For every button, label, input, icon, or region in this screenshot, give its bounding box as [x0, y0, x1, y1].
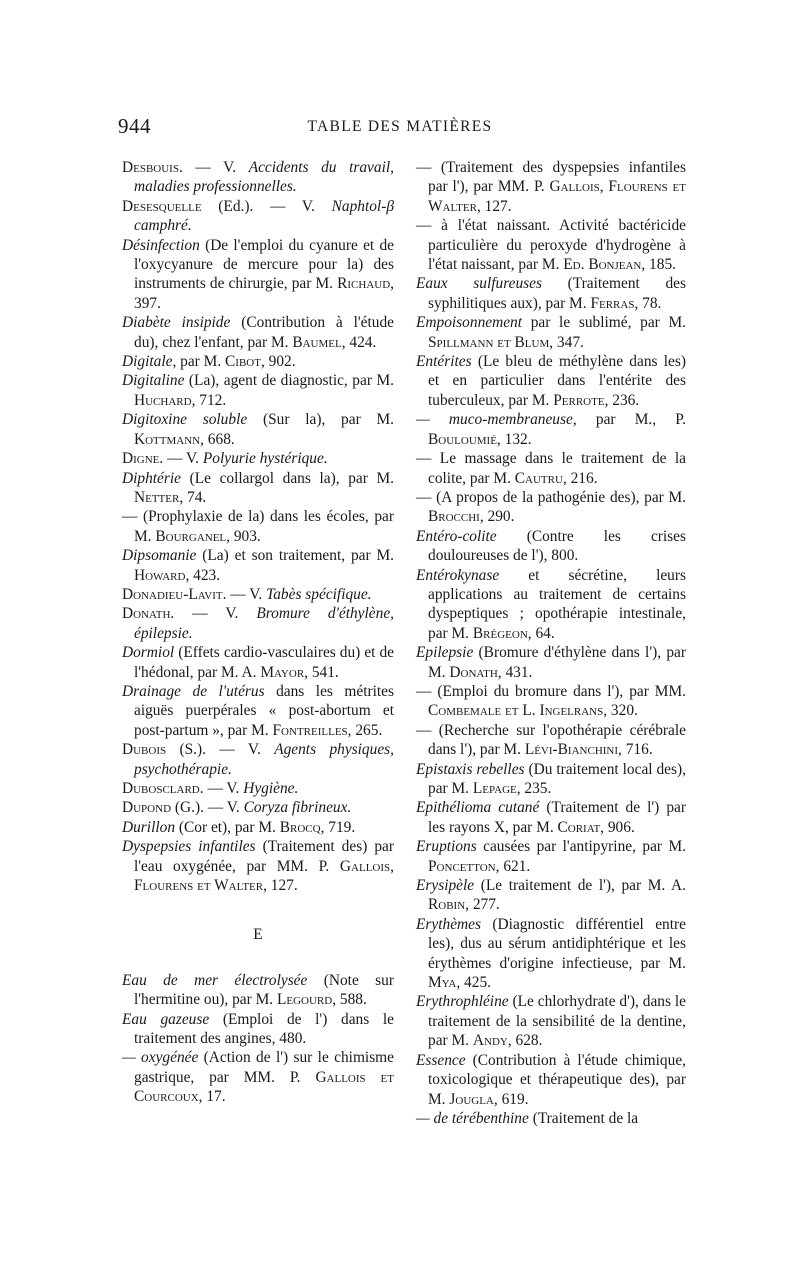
entry-author: Donath. — [122, 605, 175, 623]
index-entry — [122, 818, 394, 837]
entry-reference: Richaud, 397. — [134, 275, 394, 312]
entry-text: (Diagnostic différentiel entre les), dus au sérum antidiphtérique et les érythèmes d'origine infectieuse, par M. — [428, 915, 686, 972]
entry-text: , par M. — [172, 353, 226, 371]
entry-text: — à l'état naissant. Activité bactéricide particulière du peroxyde d'hydrogène à l'état naissant, par M. — [416, 217, 686, 274]
index-entry — [416, 1109, 686, 1128]
right-entries — [416, 158, 686, 1128]
entry-text: (Le collargol dans la), par M. — [181, 469, 394, 487]
entry-text: (G.). — V. — [171, 799, 244, 817]
entry-reference: Poncetton, 621. — [428, 857, 531, 875]
entry-author: Dubosclard. — [122, 780, 204, 797]
entry-author: Dubois — [122, 741, 167, 759]
index-entry — [122, 158, 394, 197]
entry-text: (Traitement de l') par les rayons X, par M. — [428, 799, 687, 836]
index-entry — [122, 837, 394, 895]
entry-text: par le sublimé, par M. — [522, 314, 686, 332]
entry-reference: Ed. Bonjean, 185. — [563, 256, 676, 274]
entry-text: (Action de l') sur le chimisme gastrique, par MM. P. — [134, 1049, 394, 1086]
entry-subject: Entérites — [416, 353, 472, 371]
index-entry — [416, 352, 686, 410]
entry-subject: Erythèmes — [416, 915, 481, 933]
entry-subject: Entérokynase — [416, 566, 500, 584]
index-entry — [416, 1051, 686, 1109]
entry-crossref: Naphtol-β camphré. — [134, 197, 394, 235]
entry-reference: Gallois et Courcoux, 17. — [134, 1068, 394, 1106]
index-entry — [122, 371, 394, 410]
index-entry — [122, 469, 394, 508]
entry-reference: Baumel, 424. — [292, 333, 377, 351]
entry-text: — Le massage dans le traitement de la colite, par M. — [416, 450, 686, 487]
entry-reference: Gallois, Flourens et Walter, 127. — [428, 178, 686, 215]
entry-crossref: Accidents du travail, maladies professionnelles. — [134, 159, 394, 196]
entry-reference: Mayor, 541. — [260, 663, 339, 681]
entry-reference: Lepage, 235. — [472, 780, 552, 797]
entry-text: (De l'emploi du cyanure et de l'oxycyanure de mercure pour la) des instruments de chirurgie, par M. — [134, 236, 394, 293]
index-entry — [416, 158, 686, 216]
entry-text: — V. — [226, 585, 267, 603]
index-entry — [416, 682, 686, 721]
entry-reference: Bourganel, 903. — [155, 527, 261, 545]
entry-text: causées par l'antipyrine, par M. — [476, 838, 686, 856]
entry-crossref: Tabès spécifique. — [266, 585, 372, 603]
entry-text: — V. — [203, 780, 244, 797]
index-entry — [416, 527, 686, 566]
entry-reference: Coriat, 906. — [557, 818, 635, 836]
entry-text: et sécrétine, leurs applications au traitement de certains dyspeptiques ; opothérapie intestinale, par M. — [428, 566, 686, 642]
entry-crossref: Polyurie hystérique. — [202, 450, 328, 468]
entry-text: — (Recherche sur l'opothérapie cérébrale dans l'), par M. — [416, 721, 686, 759]
entry-subject: Eaux sulfureuses — [416, 275, 542, 293]
entry-text: (La), agent de diagnostic, par M. — [184, 372, 394, 390]
index-entry — [122, 779, 394, 798]
entry-text: — (A propos de la pathogénie des), par M. — [416, 488, 686, 506]
entry-text: — (Traitement des dyspepsies infantiles par l'), par MM. P. — [416, 159, 686, 196]
entry-text: — V. — [163, 450, 203, 468]
entry-subject: Drainage de l'utérus — [122, 682, 265, 700]
entry-text: (Traitement de la — [528, 1109, 639, 1127]
entry-text: (Le traitement de l'), par M. A. — [474, 877, 686, 895]
index-entry — [416, 566, 686, 644]
index-entry — [416, 313, 686, 352]
index-entry — [122, 313, 394, 352]
page-number: 944 — [118, 114, 151, 138]
index-entry — [122, 1048, 394, 1106]
entry-text: (Contre les crises douloureuses de l'), 800. — [428, 527, 686, 565]
index-entry — [122, 449, 394, 468]
entry-reference: Andy, 628. — [472, 1032, 543, 1050]
entry-subject: Diabète insipide — [122, 314, 231, 332]
entry-subject: — de térébenthine — [416, 1109, 529, 1127]
entry-text: , par M., P. — [572, 411, 686, 429]
entry-text: — V. — [182, 159, 249, 176]
entry-text: (Contribution à l'étude du), chez l'enfant, par M. — [134, 314, 394, 351]
index-entry — [122, 604, 394, 643]
entry-reference: Legourd, 588. — [276, 991, 367, 1009]
entry-subject: Digitoxine soluble — [122, 411, 248, 429]
entry-subject: Eau de mer électrolysée — [122, 971, 308, 989]
entry-reference: Brégeon, 64. — [472, 624, 555, 642]
index-entry — [416, 760, 686, 799]
index-entry — [122, 740, 394, 779]
entry-subject: Erythrophléine — [416, 993, 509, 1011]
entry-crossref: Bromure d'éthylène, épilepsie. — [134, 605, 394, 642]
entry-text: (Contribution à l'étude chimique, toxicologique et thérapeutique des), par M. — [428, 1051, 686, 1108]
index-entry — [416, 798, 686, 837]
index-entry — [122, 410, 394, 449]
index-entry — [416, 992, 686, 1050]
entry-crossref: Coryza fibrineux. — [243, 799, 352, 817]
entry-text: (Le chlorhydrate d'), dans le traitement de la sensibilité de la dentine, par M. — [428, 993, 686, 1050]
entry-reference: Brocchi, 290. — [428, 508, 515, 526]
index-entry — [416, 274, 686, 313]
index-entry — [416, 837, 686, 876]
entry-subject: Dormiol — [122, 644, 175, 662]
entry-crossref: Agents physiques, psychothérapie. — [134, 741, 394, 778]
entry-text: (Effets cardio-vasculaires du) et de l'hédonal, par M. A. — [134, 644, 394, 681]
entry-text: (Le bleu de méthylène dans les) et en particulier dans l'entérite des tuberculeux, par M. — [428, 353, 686, 409]
entry-author: Digne. — [122, 450, 164, 468]
index-entry — [416, 410, 686, 449]
entry-reference: Fontreilles, 265. — [272, 721, 383, 739]
entry-subject: — oxygénée — [122, 1049, 199, 1067]
index-entry — [416, 449, 686, 488]
left-entries — [122, 158, 394, 895]
index-entry — [416, 216, 686, 274]
entry-subject: Epistaxis rebelles — [416, 760, 525, 778]
index-entry — [122, 507, 394, 546]
entry-subject: Digitale — [122, 353, 173, 371]
entry-subject: Eruptions — [416, 838, 477, 856]
entry-crossref: Hygiène. — [243, 780, 299, 797]
entry-subject: Dyspepsies infantiles — [122, 838, 256, 856]
index-entry — [122, 1010, 394, 1049]
entry-reference: Lévi-Bianchini, 716. — [524, 741, 653, 759]
entry-subject: Erysipèle — [416, 877, 475, 895]
left-entries-e — [122, 971, 394, 1107]
entry-reference: Gallois, Flourens et Walter, 127. — [134, 857, 394, 895]
right-column — [416, 158, 686, 1128]
entry-subject: Désinfection — [122, 236, 200, 254]
entry-text: dans les métrites aiguës puerpérales « post-abortum et post-partum », par M. — [134, 682, 394, 739]
index-entry — [122, 197, 394, 236]
entry-subject: Epithélioma cutané — [416, 799, 540, 817]
entry-subject: Diphtérie — [122, 469, 181, 487]
entry-reference: Bouloumié, 132. — [428, 430, 532, 448]
entry-text: — (Emploi du bromure dans l'), par MM. — [416, 682, 686, 700]
entry-author: Dupond — [122, 799, 172, 817]
entry-reference: Huchard, 712. — [134, 391, 227, 409]
entry-reference: Combemale et L. Ingelrans, 320. — [428, 702, 638, 720]
index-entry — [122, 546, 394, 585]
index-entry — [416, 876, 686, 915]
entry-text: (Note sur l'hermitine ou), par M. — [134, 971, 394, 1009]
entry-reference: Brocq, 719. — [279, 818, 356, 836]
entry-reference: Cautru, 216. — [514, 469, 598, 487]
entry-reference: Perrote, 236. — [553, 391, 640, 409]
entry-reference: Jougla, 619. — [449, 1090, 529, 1108]
entry-text: (Emploi de l') dans le traitement des angines, 480. — [134, 1010, 394, 1048]
entry-text: (La) et son traitement, par M. — [196, 547, 394, 565]
entry-reference: Mya, 425. — [428, 974, 491, 992]
running-head: TABLE DES MATIÈRES — [307, 118, 493, 135]
entry-subject: Dipsomanie — [122, 547, 197, 565]
entry-text: (Ed.). — V. — [201, 197, 332, 215]
entry-subject: Eau gazeuse — [122, 1010, 210, 1028]
left-column — [122, 158, 394, 1107]
entry-reference: Howard, 423. — [134, 566, 221, 584]
index-entry — [416, 721, 686, 760]
entry-subject: Digitaline — [122, 372, 185, 390]
entry-text: (Traitement des syphilitiques aux), par M. — [428, 275, 686, 312]
entry-subject: — muco-membraneuse — [416, 411, 573, 429]
entry-reference: Ferras, 78. — [590, 294, 662, 312]
entry-text: (Sur la), par M. — [247, 411, 394, 429]
entry-reference: Spillmann et Blum, 347. — [428, 333, 584, 351]
entry-text: (Traitement des) par l'eau oxygénée, par MM. P. — [134, 838, 394, 875]
entry-reference: Robin, 277. — [428, 896, 500, 914]
index-entry — [416, 488, 686, 527]
index-entry — [122, 971, 394, 1010]
section-letter: E — [253, 926, 263, 944]
entry-text: — V. — [174, 605, 257, 623]
entry-author: Donadieu-Lavit. — [122, 585, 227, 603]
index-entry — [122, 643, 394, 682]
index-entry — [122, 236, 394, 314]
entry-author: Desesquelle — [122, 197, 202, 215]
entry-text: (Bromure d'éthylène dans l'), par M. — [428, 644, 686, 681]
entry-subject: Entéro-colite — [416, 527, 497, 545]
entry-text: (S.). — V. — [166, 741, 275, 759]
index-entry — [122, 585, 394, 604]
entry-text: (Cor et), par M. — [175, 818, 280, 836]
entry-author: Desbouis. — [122, 159, 183, 176]
index-entry — [122, 798, 394, 817]
index-entry — [416, 643, 686, 682]
index-entry — [416, 915, 686, 993]
entry-subject: Epilepsie — [416, 644, 474, 662]
entry-reference: Cibot, 902. — [225, 353, 296, 371]
entry-reference: Kottmann, 668. — [134, 430, 235, 448]
entry-text: — (Prophylaxie de la) dans les écoles, par M. — [122, 508, 394, 545]
entry-text: (Du traitement local des), par M. — [428, 760, 686, 797]
entry-subject: Essence — [416, 1051, 466, 1069]
index-entry — [122, 682, 394, 740]
entry-reference: Netter, 74. — [134, 488, 207, 506]
index-entry — [122, 352, 394, 371]
entry-subject: Durillon — [122, 818, 176, 836]
entry-reference: Donath, 431. — [449, 663, 533, 681]
entry-subject: Empoisonnement — [416, 314, 523, 332]
